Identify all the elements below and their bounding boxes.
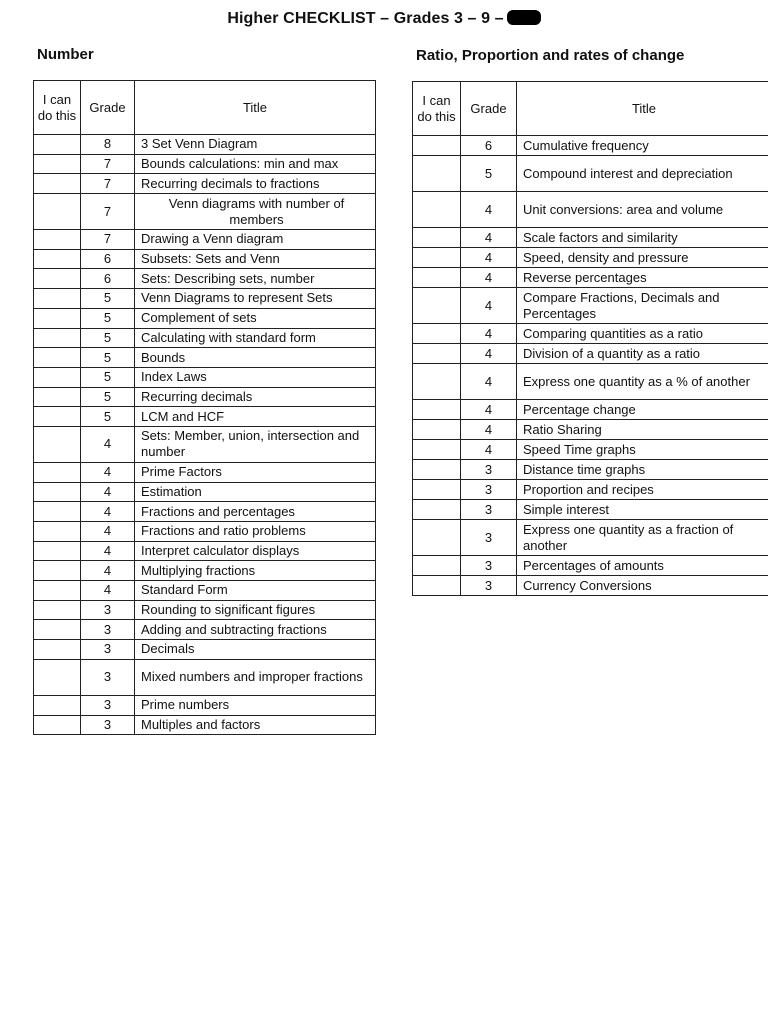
can-do-cell[interactable] [413, 460, 461, 480]
title-cell: Estimation [135, 482, 376, 502]
table-row [34, 502, 376, 522]
title-cell: Index Laws [135, 367, 376, 387]
table-row [34, 581, 376, 601]
table-row [34, 230, 376, 250]
number-checklist-table [33, 80, 376, 735]
grade-cell: 7 [81, 194, 135, 230]
table-row [34, 154, 376, 174]
title-cell: Complement of sets [135, 308, 376, 328]
ratio-checklist-body [413, 136, 768, 596]
can-do-cell[interactable] [34, 249, 81, 269]
grade-cell: 4 [81, 541, 135, 561]
grade-cell: 3 [81, 620, 135, 640]
can-do-cell[interactable] [34, 348, 81, 368]
grade-cell: 5 [81, 348, 135, 368]
grade-cell: 4 [461, 324, 517, 344]
title-cell: Prime numbers [135, 695, 376, 715]
can-do-cell[interactable] [34, 426, 81, 462]
table-row [34, 289, 376, 309]
grade-cell: 8 [81, 135, 135, 155]
title-cell: Subsets: Sets and Venn [135, 249, 376, 269]
grade-cell: 3 [461, 576, 517, 596]
title-cell: Speed Time graphs [517, 440, 768, 460]
grade-cell: 4 [81, 522, 135, 542]
title-cell: 3 Set Venn Diagram [135, 135, 376, 155]
table-row [413, 500, 768, 520]
table-row [34, 426, 376, 462]
table-row [34, 640, 376, 660]
title-cell: Standard Form [135, 581, 376, 601]
title-cell: Cumulative frequency [517, 136, 768, 156]
grade-cell: 5 [81, 289, 135, 309]
can-do-cell[interactable] [34, 620, 81, 640]
title-cell: Venn Diagrams to represent Sets [135, 289, 376, 309]
grade-cell: 7 [81, 154, 135, 174]
title-cell: Sets: Member, union, intersection and number [135, 426, 376, 462]
can-do-cell[interactable] [34, 407, 81, 427]
can-do-cell[interactable] [413, 520, 461, 556]
can-do-cell[interactable] [413, 400, 461, 420]
grade-cell: 4 [461, 288, 517, 324]
grade-cell: 3 [81, 659, 135, 695]
can-do-cell[interactable] [34, 522, 81, 542]
header-grade: Grade [81, 81, 135, 135]
grade-cell: 4 [461, 248, 517, 268]
title-cell: Adding and subtracting fractions [135, 620, 376, 640]
table-row [413, 460, 768, 480]
section-heading-ratio: Ratio, Proportion and rates of change [416, 47, 685, 64]
can-do-cell[interactable] [413, 440, 461, 460]
title-cell: Compare Fractions, Decimals and Percentages [517, 288, 768, 324]
table-row [34, 695, 376, 715]
can-do-cell[interactable] [34, 367, 81, 387]
can-do-cell[interactable] [34, 289, 81, 309]
can-do-cell[interactable] [34, 135, 81, 155]
grade-cell: 5 [81, 328, 135, 348]
header-title: Title [135, 81, 376, 135]
table-row [34, 367, 376, 387]
grade-cell: 4 [81, 581, 135, 601]
grade-cell: 5 [81, 308, 135, 328]
can-do-cell[interactable] [413, 364, 461, 400]
table-row [413, 228, 768, 248]
table-row [413, 248, 768, 268]
can-do-cell[interactable] [34, 230, 81, 250]
grade-cell: 3 [461, 556, 517, 576]
grade-cell: 4 [461, 420, 517, 440]
table-row [34, 462, 376, 482]
grade-cell: 4 [461, 344, 517, 364]
table-row [34, 387, 376, 407]
document-title [0, 10, 768, 28]
title-cell: Prime Factors [135, 462, 376, 482]
table-row [34, 308, 376, 328]
grade-cell: 6 [81, 269, 135, 289]
title-cell: Percentages of amounts [517, 556, 768, 576]
table-row [413, 136, 768, 156]
title-cell: Currency Conversions [517, 576, 768, 596]
header-can-do: I can do this [34, 81, 81, 135]
grade-cell: 4 [81, 561, 135, 581]
grade-cell: 6 [461, 136, 517, 156]
document-title-text: Higher CHECKLIST – Grades 3 – 9 – [227, 10, 504, 27]
table-row [413, 520, 768, 556]
can-do-cell[interactable] [34, 502, 81, 522]
title-cell: Calculating with standard form [135, 328, 376, 348]
can-do-cell[interactable] [413, 324, 461, 344]
grade-cell: 4 [81, 462, 135, 482]
table-row [34, 174, 376, 194]
title-cell: Compound interest and depreciation [517, 156, 768, 192]
title-cell: Fractions and ratio problems [135, 522, 376, 542]
can-do-cell[interactable] [413, 268, 461, 288]
can-do-cell[interactable] [34, 561, 81, 581]
table-row [34, 328, 376, 348]
table-row [413, 324, 768, 344]
can-do-cell[interactable] [34, 640, 81, 660]
grade-cell: 5 [461, 156, 517, 192]
table-row [34, 249, 376, 269]
header-can-do: I can do this [413, 82, 461, 136]
title-cell: Unit conversions: area and volume [517, 192, 768, 228]
title-cell: Multiplying fractions [135, 561, 376, 581]
grade-cell: 3 [81, 640, 135, 660]
grade-cell: 5 [81, 367, 135, 387]
grade-cell: 7 [81, 174, 135, 194]
table-row [34, 600, 376, 620]
grade-cell: 4 [81, 502, 135, 522]
table-row [34, 659, 376, 695]
grade-cell: 6 [81, 249, 135, 269]
grade-cell: 5 [81, 407, 135, 427]
title-cell: Rounding to significant figures [135, 600, 376, 620]
can-do-cell[interactable] [34, 308, 81, 328]
grade-cell: 3 [461, 500, 517, 520]
grade-cell: 4 [461, 228, 517, 248]
grade-cell: 3 [461, 460, 517, 480]
title-cell: Express one quantity as a % of another [517, 364, 768, 400]
title-cell: Interpret calculator displays [135, 541, 376, 561]
grade-cell: 4 [81, 426, 135, 462]
table-row [34, 194, 376, 230]
title-cell: Drawing a Venn diagram [135, 230, 376, 250]
can-do-cell[interactable] [413, 156, 461, 192]
table-row [34, 522, 376, 542]
title-cell: Decimals [135, 640, 376, 660]
can-do-cell[interactable] [413, 136, 461, 156]
table-row [413, 420, 768, 440]
can-do-cell[interactable] [34, 387, 81, 407]
can-do-cell[interactable] [34, 482, 81, 502]
title-cell: Simple interest [517, 500, 768, 520]
table-row [34, 348, 376, 368]
title-cell: Fractions and percentages [135, 502, 376, 522]
grade-cell: 4 [461, 192, 517, 228]
can-do-cell[interactable] [34, 174, 81, 194]
title-cell: Venn diagrams with number of members [135, 194, 376, 230]
can-do-cell[interactable] [413, 420, 461, 440]
can-do-cell[interactable] [413, 228, 461, 248]
can-do-cell[interactable] [34, 541, 81, 561]
table-header-row [413, 82, 768, 136]
grade-cell: 3 [81, 715, 135, 735]
table-row [413, 344, 768, 364]
grade-cell: 3 [81, 695, 135, 715]
grade-cell: 4 [461, 268, 517, 288]
can-do-cell[interactable] [34, 695, 81, 715]
table-row [413, 556, 768, 576]
can-do-cell[interactable] [34, 659, 81, 695]
title-cell: Sets: Describing sets, number [135, 269, 376, 289]
title-cell: Multiples and factors [135, 715, 376, 735]
grade-cell: 3 [81, 600, 135, 620]
can-do-cell[interactable] [34, 194, 81, 230]
can-do-cell[interactable] [34, 462, 81, 482]
grade-cell: 4 [461, 400, 517, 420]
ratio-checklist-table [412, 81, 768, 596]
title-cell: Distance time graphs [517, 460, 768, 480]
title-cell: Mixed numbers and improper fractions [135, 659, 376, 695]
table-row [34, 541, 376, 561]
table-row [34, 269, 376, 289]
table-row [413, 288, 768, 324]
table-row [413, 480, 768, 500]
header-title: Title [517, 82, 768, 136]
can-do-cell[interactable] [413, 248, 461, 268]
table-row [413, 440, 768, 460]
header-grade: Grade [461, 82, 517, 136]
table-row [34, 715, 376, 735]
grade-cell: 4 [461, 364, 517, 400]
can-do-cell[interactable] [413, 192, 461, 228]
table-row [34, 561, 376, 581]
title-cell: Percentage change [517, 400, 768, 420]
section-heading-number: Number [37, 46, 94, 63]
title-cell: Reverse percentages [517, 268, 768, 288]
title-cell: Recurring decimals to fractions [135, 174, 376, 194]
grade-cell: 4 [461, 440, 517, 460]
title-cell: Proportion and recipes [517, 480, 768, 500]
table-row [413, 156, 768, 192]
grade-cell: 5 [81, 387, 135, 407]
table-row [34, 620, 376, 640]
can-do-cell[interactable] [413, 480, 461, 500]
can-do-cell[interactable] [34, 269, 81, 289]
can-do-cell[interactable] [34, 600, 81, 620]
title-cell: Express one quantity as a fraction of another [517, 520, 768, 556]
grade-cell: 7 [81, 230, 135, 250]
table-row [413, 576, 768, 596]
table-row [413, 192, 768, 228]
grade-cell: 3 [461, 520, 517, 556]
can-do-cell[interactable] [413, 288, 461, 324]
grade-cell: 3 [461, 480, 517, 500]
table-header-row [34, 81, 376, 135]
can-do-cell[interactable] [34, 715, 81, 735]
table-row [34, 407, 376, 427]
can-do-cell[interactable] [413, 556, 461, 576]
can-do-cell[interactable] [413, 344, 461, 364]
title-cell: Speed, density and pressure [517, 248, 768, 268]
title-cell: LCM and HCF [135, 407, 376, 427]
table-row [34, 482, 376, 502]
redaction-mark [507, 10, 541, 25]
title-cell: Scale factors and similarity [517, 228, 768, 248]
grade-cell: 4 [81, 482, 135, 502]
title-cell: Comparing quantities as a ratio [517, 324, 768, 344]
table-row [34, 135, 376, 155]
title-cell: Ratio Sharing [517, 420, 768, 440]
number-checklist-body [34, 135, 376, 735]
title-cell: Bounds [135, 348, 376, 368]
can-do-cell[interactable] [413, 576, 461, 596]
title-cell: Division of a quantity as a ratio [517, 344, 768, 364]
table-row [413, 268, 768, 288]
can-do-cell[interactable] [34, 154, 81, 174]
table-row [413, 364, 768, 400]
can-do-cell[interactable] [34, 328, 81, 348]
can-do-cell[interactable] [413, 500, 461, 520]
title-cell: Bounds calculations: min and max [135, 154, 376, 174]
can-do-cell[interactable] [34, 581, 81, 601]
table-row [413, 400, 768, 420]
title-cell: Recurring decimals [135, 387, 376, 407]
